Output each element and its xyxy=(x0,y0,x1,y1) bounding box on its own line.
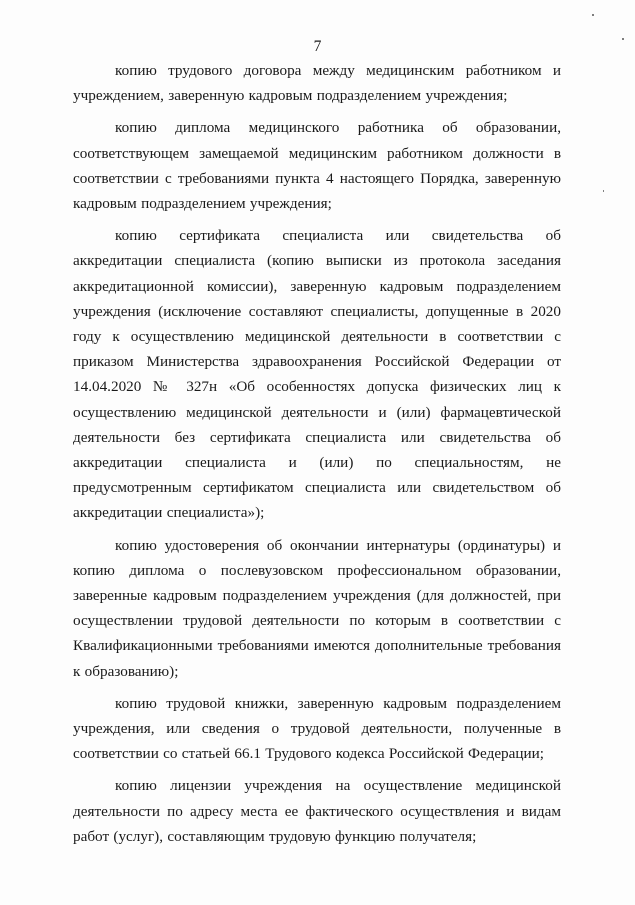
paragraph-employment-contract: копию трудового договора между медицинским работником и учреждением, заверенную кадровым подразделением учреждения; xyxy=(73,62,561,105)
paragraph-internship-certificate: копию удостоверения об окончании интернатуры (ординатуры) и копию диплома о послевузовском профессиональном образовании, заверенные кадровым подразделением учреждения (для должностей, при осуществлении трудовой деятельности по которым в соответствии с Квалификационными требованиями имеются дополнительные требования к образованию); xyxy=(73,536,561,680)
paragraph-specialist-certificate: копию сертификата специалиста или свидетельства об аккредитации специалиста (копию выписки из протокола заседания аккредитационной комиссии), заверенную кадровым подразделением учреждения (исключение составляют специалисты, допущенные в 2020 году к осуществлению медицинской деятельности в соответствии с приказом Министерства здравоохранения Российской Федерации от 14.04.2020 № 327н «Об особенностях допуска физических лиц к осуществлению медицинской деятельности и (или) фармацевтической деятельности без сертификата специалиста или свидетельства об аккредитации специалиста и (или) по специальностям, не предусмотренным сертификатом специалиста или свидетельством об аккредитации специалиста»); xyxy=(73,227,561,522)
paragraph-education-diploma: копию диплома медицинского работника об образовании, соответствующем замещаемой медицинским работником должности в соответствии с требованиями пункта 4 настоящего Порядка, заверенную кадровым подразделением учреждения; xyxy=(73,119,561,213)
scan-speck xyxy=(592,14,594,16)
page-number: 7 xyxy=(313,38,322,55)
paragraph-medical-license: копию лицензии учреждения на осуществление медицинской деятельности по адресу места ее фактического осуществления и видам работ (услуг), составляющим трудовую функцию получателя; xyxy=(73,777,561,845)
scan-speck xyxy=(603,190,604,192)
paragraph-employment-record: копию трудовой книжки, заверенную кадровым подразделением учреждения, или сведения о трудовой деятельности, полученные в соответствии со статьей 66.1 Трудового кодекса Российской Федерации; xyxy=(73,694,561,763)
document-body xyxy=(73,58,561,856)
